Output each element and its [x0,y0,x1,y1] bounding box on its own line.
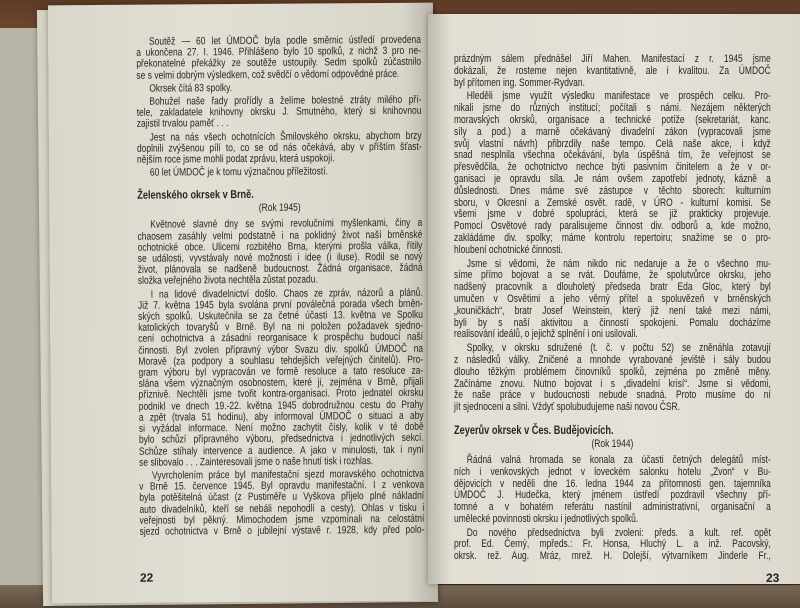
text-line: Spolky, v okrsku sdružené (t. č. v počtu 52) se zněnáhla zotavují [466,342,771,355]
text-line: složka veřejného života nechtěla zůstat pozadu. [137,273,318,288]
text-line: katolických tovaryšů v Brně. Byl na ni položen požadavek sjedno- [138,320,424,334]
text-line: život, plánovala se nadšeně budoucnost. Žádná organisace, žádná [137,261,423,276]
text-line: všemi jsme v dobré spolupráci, která se již prakticky projevuje. [454,208,771,221]
text-line: slána všem význačným osobnostem, které ji, zejména v Brně, přijali [138,376,424,391]
text-line: Jsme si vědomi, že nám nikdo nic nedaruje a že o všechno mu- [466,257,771,270]
paragraph [454,259,771,342]
text-line: tele, zakladatele knihovny okrsku J. Smutného, který si knihovnou [136,104,422,119]
text-line: moravských okrsků, organisace a technické potíže (sekretariát, kanc. [454,113,771,126]
paragraph [137,95,422,131]
text-line: byla potěšitelná účast (z Pustiměře u Vyškova přijelo plné nákladní [139,490,425,505]
text-line: síly a pod.) a marně očekávaný divadelní zákon (vypracovali jsme [454,125,771,138]
text-line: byl přítomen ing. Sommer-Rydvan. [454,76,585,89]
text-line: příznivě. Nechtěli jsme tvořit kontra-organisaci. Proto jednatel okrsku [138,387,424,402]
text-line: Schůze stíhaly intervence a audience. A jako v minulosti, tak i nyní [138,443,424,458]
text-line: hloubení ochotnické činnosti. [454,243,563,256]
text-line: sboru, v Okresní a Zemské osvět. radě, v ÚRO - kulturní komisi. Se [454,196,771,209]
text-line: chaosem zasáhly velmi podstatně i na poklidný život naší brněnské [137,228,423,243]
paragraph [136,82,421,95]
text-line: okrsk. rež. Aug. Mráz, mrež. H. Dolejší, výtvarníkem Jinderle Fr., [454,550,771,563]
text-line: prof. Ed. Černý, mpředs.: Fr. Honsa, Hluchý L. a inž. Pacovský, [454,538,771,551]
text-line: ských spolků. Uskutečnila se za četné účasti 13. května ve Spolku [138,308,423,323]
paragraph [454,54,771,89]
text-line: svůj vlastní návrh) přibrzdily naše tempo. Celá naše akce, i když [454,137,771,150]
text-line: Začínáme znovu. Nutno bojovat i s „divadelní krisí“. Jsme si vědomi, [454,377,771,390]
paragraph [454,528,771,563]
paragraph [137,166,422,179]
text-line: Vyvrcholením práce byl manifestační sjezd moravského ochotnictva [151,467,425,482]
text-line: se události, vyvstávaly nové možnosti i idee (i iluse). Rodil se nový [137,250,423,265]
text-line: nadšený pracovník a dlouholetý předseda bratr Eda Gloc, který byl [454,281,771,294]
text-line: veřejnosti byl pěkný. Mimochodem jsme vzpomínali na celostátní [139,512,425,527]
text-line: dlouho těžkým problémem činovníků spolků, zejména po změně měny. [454,365,771,378]
text-line: dokázali, že rosteme nejen kvantitativně, ale i kvalitou. Za ÚMDOČ [454,64,771,77]
text-line: nikali jsme do různých institucí; počítali s námi. Nezájem některých [454,102,771,115]
text-line: zakládáme div. spolky; máme kontrolu repertoiru; snažíme se o pro- [454,231,771,244]
text-line: tomné a v bohatém referátu nastínil administrativní, organisační a [454,501,771,514]
text-line: se s velmi dobrým výsledkem, což svědčí o vědomí odpovědné práce. [136,67,400,82]
text-line: realisování ideálů, o jejichž splnění i oni usilovali. [454,328,638,341]
page-number: 22 [139,570,154,585]
text-line: ochotnické obce. Ulicemi rozbitého Brna, kterými prošla válka, řítily [137,239,423,254]
paragraph [454,91,771,256]
text-line: snad nesplnila všechna očekávání, byla úspěšná tím, že veřejnost se [454,149,771,162]
text-line: Jest na nás všech ochotnících Šmilovského okrsku, abychom brzy [149,129,422,144]
text-line: a ukončena 27. I. 1946. Přihlášeno bylo 10 spolků, z nichž 3 pro ne- [136,44,422,59]
text-line: doplnili zvýšenou pílí to, co se od nás očekává, aby v příštím šťast- [136,140,422,155]
paragraph [454,343,771,414]
text-line: umučen v Osvětimi a jeho věrný přítel a spoluvězeň v brněnských [454,292,771,305]
text-line: 60 let ÚMDOČ je k tomu význačnou příležitostí. [149,165,328,179]
text-line: ních i venkovských jednot v loveckém salonku hotelu „Zvon“ v Bu- [454,465,771,478]
text-line: umělecké povinnosti okrsku i jednotlivých spolků. [454,512,639,525]
text-line: Moravě (za podpory a souhlasu tehdejších veřejných činitelů). Pro- [138,353,424,368]
section-heading: Zeyerův okrsek v Čes. Budějovicích. [454,424,614,437]
section-year: (Rok 1944) [591,437,634,450]
text-line: se slibovalo . . . Zainteresovali jsme o naše hnutí tisk i rozhlas. [139,454,374,469]
text-line: z následků války. Zničené a mnohde vyrabované jeviště i sály budou [454,353,771,366]
text-line: prázdným sálem přednášel Jiří Mahen. Manifestací z r. 1945 jsme [454,53,771,65]
text-line: Pomocí Osvětové rady paralisujeme činnost div. odborů a, kde možno, [454,220,771,233]
text-line: Hleděli jsme využít výsledku manifestace ve prospěch celku. Pro- [466,90,771,103]
text-line: ganisaci je opravdu síla. Je nám ovšem zapotřebí jednoty, kázně a [454,172,771,185]
text-line: že naše práce v budoucnosti nebude snadná. Proto musíme do ní [454,389,771,402]
text-line: Bohužel naše řady prořídly a želíme bolestné ztráty milého pří- [149,93,422,108]
text-line: Soutěž — 60 let ÚMDOČ byla podle směrnic ústředí provedena [148,33,422,48]
text-line: si vyžádal informace. Není možno zachytit čísly, kolik v té době [138,420,424,435]
paragraph [137,218,422,287]
text-line: cení ochotnictva a zásadní reorganisace k prospěchu budoucí naší [138,331,424,346]
left-text-column [136,35,424,540]
text-line: byli by s naší aktivitou a činností spokojeni. Pomalu docházíme [454,316,771,329]
text-line: nějším roce jsme mohli podat zprávu, která uspokojí. [136,152,335,166]
text-line: „kouničkách“, bratr Josef Weinstein, který již není také mezi námi, [454,304,771,317]
paragraph [137,130,422,166]
text-line: překonatelné překážky ze soutěže ustoupily. Sedm spolků zúčastnilo [136,56,422,71]
text-line: auto divadelníků, kteří se nebáli nepohodlí a cesty). Ohlas v tisku i [139,501,425,516]
text-line: Okrsek čítá 83 spolky. [149,81,233,95]
paragraph [139,469,424,538]
text-line: ÚMDOČ J. Hudečka, který jménem ústředí pozdravil všechny pří- [454,489,771,502]
paragraph [454,455,771,526]
text-line: jít sjednoceni a silni. Vždyť spolubudujeme naši novou ČSR. [454,401,681,414]
text-line: I na lidové divadelnictví došlo. Chaos ze zpráv, názorů a plánů. [150,286,423,301]
paragraph [136,35,421,82]
text-line: bylo schůzí přípravného výboru, předsednictva i jednotlivých sekcí. [138,432,424,447]
section-heading: Želenského okrsek v Brně. [137,189,254,203]
page-number: 23 [766,571,780,585]
text-line: Do nového předsednictva byli zvoleni: předs. a kult. ref. opět [466,526,771,539]
text-line: Řádná valná hromada se konala za účasti četných delegátů míst- [466,453,771,466]
right-text-column [454,54,771,565]
text-line: Květnové slavné dny se svými revolučními myšlenkami, činy a [150,217,423,232]
text-line: gram výboru byl vypracován ve formě resoluce a tato resoluce za- [138,364,424,379]
text-line: podnikl ve dnech 19.-22. května 1945 dobrodružnou cestu do Prahy [138,398,424,413]
text-line: činnosti. Byl zvolen přípravný výbor Svazu div. spolků ÚMDOČ na [138,342,424,357]
text-line: v Brně 15. července 1945. Byl opravdu manifestační. I z venkova [139,478,425,493]
right-page [428,14,800,584]
text-line: dějovicích v neděli dne 16. ledna 1944 za přítomnosti gen. tajemníka [454,477,771,490]
text-line: Již 7. května 1945 byla svolána první poválečná porada všech brněn- [137,297,423,312]
text-line: síme přímo bojovat a se rvát. Doufáme, že spolutvůrce okrsku, jeho [454,269,771,282]
paragraph [138,287,424,468]
text-line: zajistil trvalou paměť . . . [136,117,229,131]
left-page [48,3,437,604]
text-line: a zpět (trvala 51 hodinu), aby informoval ÚMDOČ o situaci a aby [138,409,424,424]
text-line: přesvědčila, že ochotnictvo nechce býti pasivním činitelem a že v or- [454,161,771,174]
text-line: sjezd ochotnictva v Brně o jubilejní výstavě r. 1928, kdy před polo- [139,523,425,538]
text-line: důslednosti. Dnes máme své zástupce v těchto sborech: kulturním [454,184,771,197]
section-year: (Rok 1945) [258,202,301,215]
